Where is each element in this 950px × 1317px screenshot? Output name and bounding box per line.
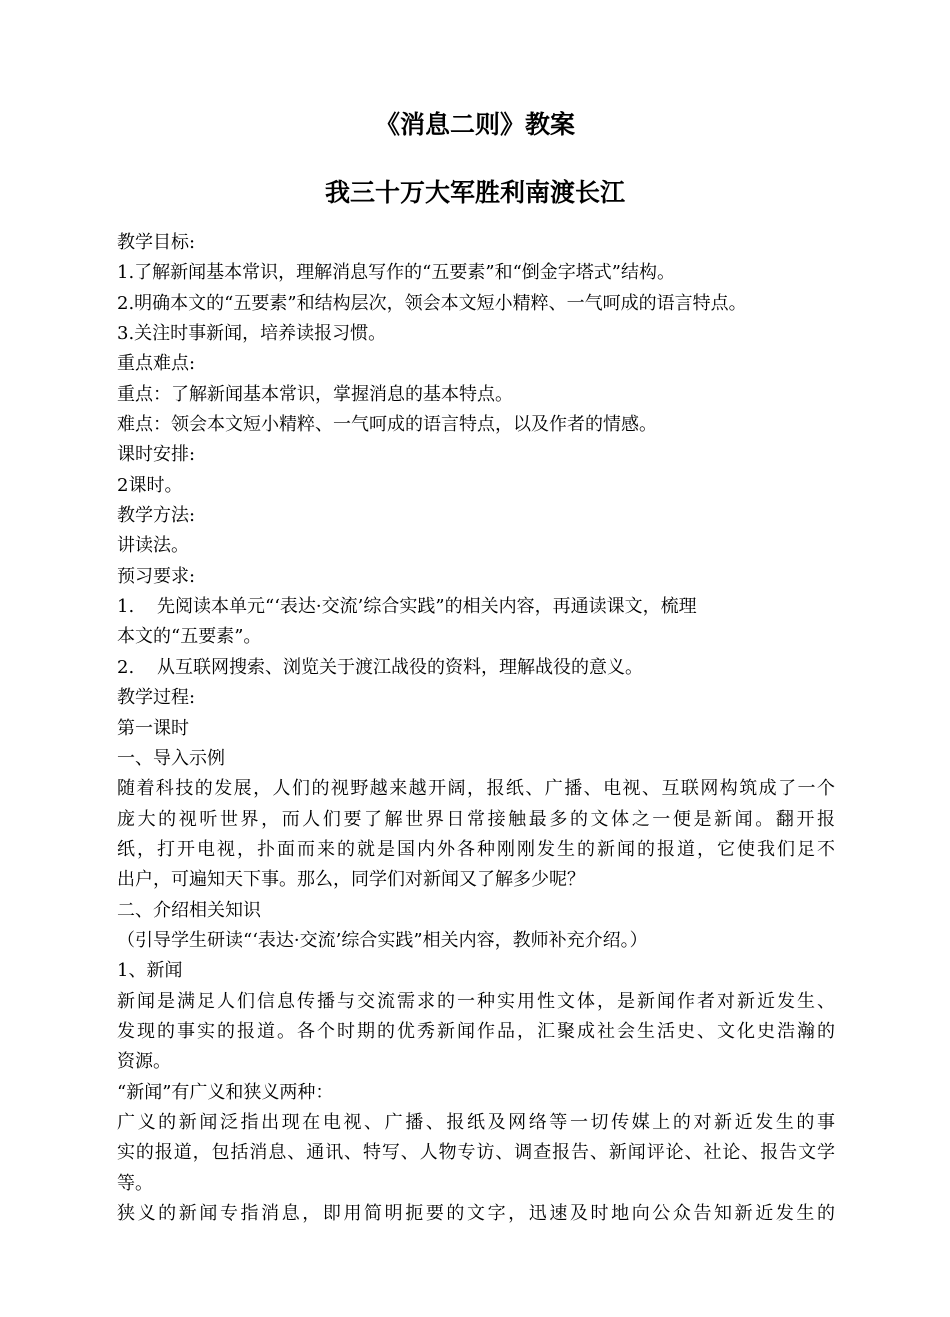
preview-item-2-number: 2.	[117, 656, 135, 678]
news-definition-line-3: 资源。	[117, 1051, 171, 1073]
broad-news-line-1: 广义的新闻泛指出现在电视、广播、报纸及网络等一切传媒上的对新近发生的事	[117, 1111, 835, 1133]
preview-item-1-continued: 本文的“五要素”。	[117, 626, 262, 648]
lesson-one-heading: 第一课时	[117, 717, 189, 739]
preview-item-1-text: 先阅读本单元“‘表达·交流’综合实践”的相关内容，再通读课文，梳理	[157, 596, 697, 618]
intro-paragraph-line-3: 纸，打开电视，扑面而来的就是国内外各种刚刚发生的新闻的报道，它使我们足不	[117, 838, 835, 860]
broad-news-line-2: 实的报道，包括消息、通讯、特写、人物专访、调查报告、新闻评论、社论、报告文学	[117, 1142, 835, 1164]
document-body	[117, 228, 835, 1229]
section-heading-preview: 预习要求:	[117, 565, 196, 587]
method-line: 讲读法。	[117, 535, 189, 557]
section-heading-key-points: 重点难点:	[117, 353, 196, 375]
section-heading-schedule: 课时安排:	[117, 444, 196, 466]
preview-item-1-number: 1.	[117, 596, 135, 618]
intro-paragraph-line-4: 出户，可遍知天下事。那么，同学们对新闻又了解多少呢？	[117, 869, 585, 891]
objective-item-1: 1.了解新闻基本常识，理解消息写作的“五要素”和“倒金字塔式”结构。	[117, 262, 675, 284]
narrow-news-line-1: 狭义的新闻专指消息，即用简明扼要的文字，迅速及时地向公众告知新近发生的	[117, 1203, 835, 1224]
guidance-note: （引导学生研读“‘表达·交流’综合实践”相关内容，教师补充介绍。）	[117, 929, 648, 951]
preview-item-2-text: 从互联网搜索、浏览关于渡江战役的资料，理解战役的意义。	[157, 656, 643, 678]
schedule-line: 2课时。	[117, 474, 183, 496]
news-types-intro: “新闻”有广义和狭义两种：	[117, 1081, 334, 1103]
news-definition-line-2: 发现的事实的报道。各个时期的优秀新闻作品，汇聚成社会生活史、文化史浩瀚的	[117, 1020, 835, 1042]
difficulty-line: 难点：领会本文短小精粹、一气呵成的语言特点，以及作者的情感。	[117, 414, 657, 436]
document-title: 《消息二则》教案	[374, 110, 575, 139]
preview-item-1	[117, 592, 835, 622]
objective-item-2: 2.明确本文的“五要素”和结构层次，领会本文短小精粹、一气呵成的语言特点。	[117, 292, 747, 314]
section-heading-process: 教学过程:	[117, 687, 196, 709]
subheading-news: 1、新闻	[117, 960, 183, 982]
preview-item-2	[117, 653, 835, 683]
step-one-heading: 一、导入示例	[117, 747, 225, 769]
document-subtitle: 我三十万大军胜利南渡长江	[324, 178, 625, 207]
key-point-line: 重点：了解新闻基本常识，掌握消息的基本特点。	[117, 383, 513, 405]
objective-item-3: 3.关注时事新闻，培养读报习惯。	[117, 323, 387, 345]
news-definition-line-1: 新闻是满足人们信息传播与交流需求的一种实用性文体，是新闻作者对新近发生、	[117, 990, 835, 1012]
section-heading-objectives: 教学目标:	[117, 232, 196, 253]
step-two-heading: 二、介绍相关知识	[117, 899, 261, 921]
broad-news-line-3: 等。	[117, 1172, 153, 1194]
intro-paragraph-line-2: 庞大的视听世界，而人们要了解世界日常接触最多的文体之一便是新闻。翻开报	[117, 808, 835, 830]
intro-paragraph-line-1: 随着科技的发展，人们的视野越来越开阔，报纸、广播、电视、互联网构筑成了一个	[117, 778, 835, 800]
section-heading-method: 教学方法:	[117, 505, 196, 527]
